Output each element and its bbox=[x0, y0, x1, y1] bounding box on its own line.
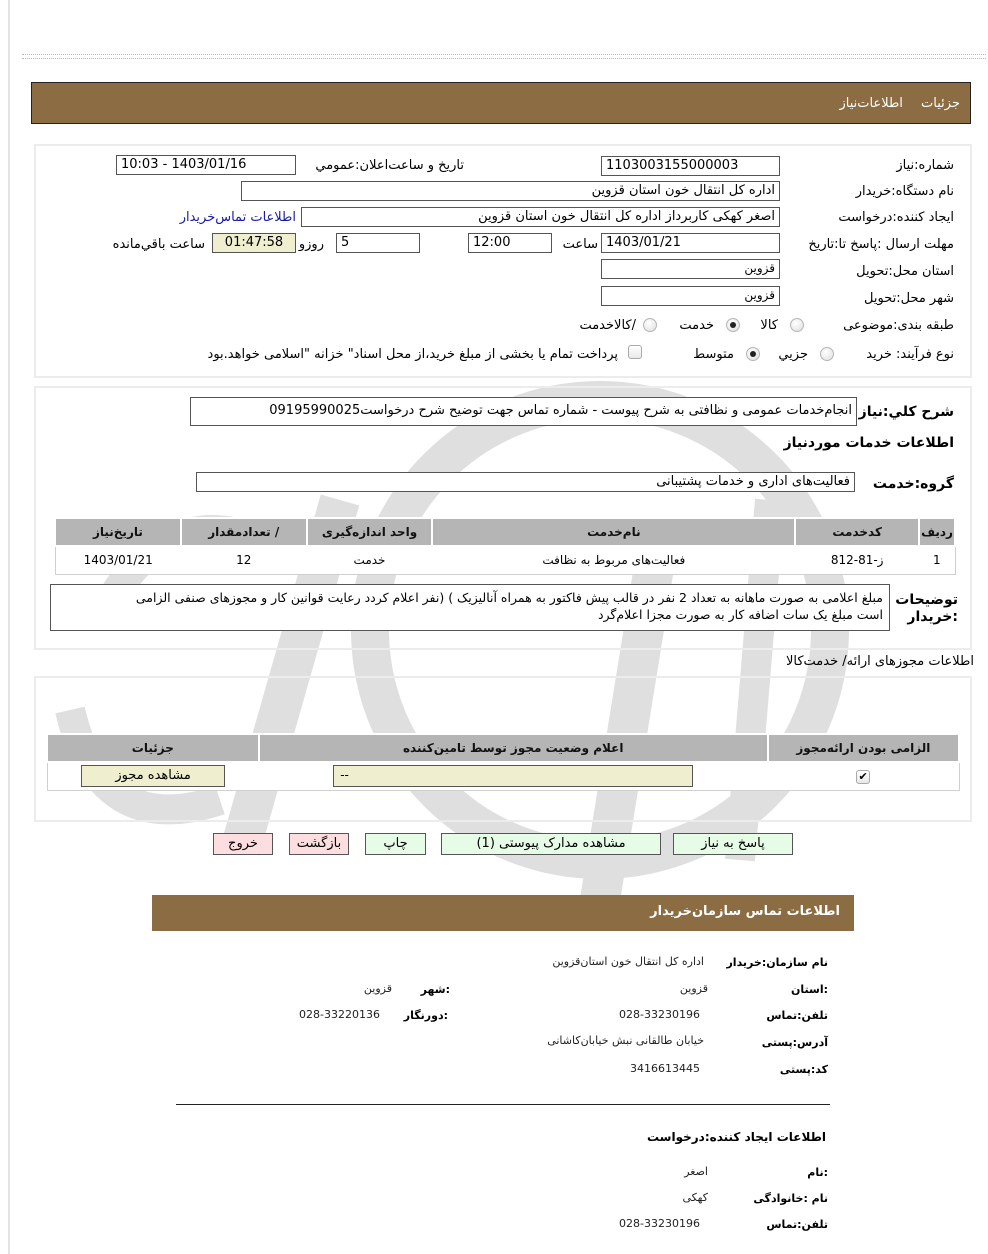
province-field: قزوین bbox=[601, 259, 780, 279]
process-radio-medium[interactable] bbox=[746, 347, 760, 361]
buyer-notes-line-1: مبلغ اعلامی به صورت ماهانه به تعداد 2 نفر در قالب پیش فاکتور به همراه آنالیزیک ) (نفر اعلام کردد رعایت قوانین کار و مجوزهای صنفی الزامی bbox=[135, 590, 883, 605]
view-permit-button[interactable]: مشاهده مجوز bbox=[81, 765, 225, 787]
creator-name-label: :نام bbox=[807, 1166, 828, 1179]
city-label: شهر محل:تحویل bbox=[864, 291, 954, 306]
cell-service-code: ز-81-812 bbox=[830, 553, 884, 568]
col-permit-details: جزئیات bbox=[47, 734, 259, 762]
col-need-date: تاریخ‌نیاز bbox=[55, 518, 181, 546]
print-button[interactable]: چاپ bbox=[365, 833, 426, 855]
buyer-contact-link[interactable]: اطلاعات تماس‌خریدار bbox=[179, 210, 296, 225]
contact-fax-label: :دورنگار bbox=[403, 1009, 448, 1022]
process-radio-minor[interactable] bbox=[820, 347, 834, 361]
buyer-org-label: نام دستگاه:خریدار bbox=[855, 184, 954, 199]
days-field: 5 bbox=[336, 233, 420, 253]
announce-date-field: 1403/01/16 - 10:03 bbox=[116, 155, 296, 175]
permits-title: اطلاعات مجوزهای ارائه/ خدمت‌کالا bbox=[785, 654, 974, 669]
col-quantity: / تعدادمقدار bbox=[181, 518, 307, 546]
treasury-payment-label: پرداخت تمام یا بخشی از مبلغ خرید،از محل اسناد" خزانه "اسلامی خواهد.بود bbox=[207, 347, 618, 362]
permit-required-checkbox[interactable]: ✔ bbox=[856, 770, 870, 784]
process-medium-label: متوسط bbox=[693, 347, 734, 362]
category-goods-label: کالا bbox=[760, 318, 778, 333]
category-radio-goods-service[interactable] bbox=[643, 318, 657, 332]
process-label: نوع فرآیند: خرید bbox=[866, 347, 954, 362]
category-radio-service[interactable] bbox=[726, 318, 740, 332]
remaining-time-field: 01:47:58 bbox=[212, 233, 296, 253]
creator-label: ایجاد کننده:درخواست bbox=[838, 210, 954, 225]
summary-field: انجام‌خدمات عمومی و نظافتی به شرح پیوست - شماره تماس جهت توضیح شرح درخواست09195990025 bbox=[190, 397, 857, 426]
col-service-name: نام‌خدمت bbox=[432, 518, 795, 546]
col-row-number: ردیف bbox=[919, 518, 955, 546]
section-divider bbox=[176, 1104, 830, 1105]
table-row bbox=[47, 762, 959, 790]
cell-unit: خدمت bbox=[353, 553, 386, 568]
deadline-time-field: 12:00 bbox=[468, 233, 552, 253]
permit-status-field: -- bbox=[333, 765, 693, 787]
contact-city-value: قزوین bbox=[363, 982, 392, 995]
col-service-code: کدخدمت bbox=[795, 518, 919, 546]
treasury-payment-checkbox[interactable] bbox=[628, 345, 642, 359]
creator-field: اصغر کهکی کاربرداز اداره کل انتقال خون استان قزوین bbox=[301, 207, 780, 227]
creator-phone-label: تلفن:تماس bbox=[766, 1218, 828, 1231]
contact-postal-value: 3416613445 bbox=[630, 1062, 700, 1075]
buyer-notes-label-1: توضیحات bbox=[895, 592, 958, 608]
buyer-notes-label-2: :خریدار bbox=[907, 609, 958, 625]
need-number-field: 1103003155000003 bbox=[601, 156, 780, 176]
top-separator bbox=[22, 54, 986, 59]
announce-date-label: تاریخ و ساعت‌اعلان:عمومي bbox=[315, 158, 464, 173]
process-minor-label: جزیي bbox=[778, 347, 808, 362]
contact-province-value: قزوین bbox=[679, 982, 708, 995]
exit-button[interactable]: خروج bbox=[213, 833, 273, 855]
page-header bbox=[31, 82, 971, 124]
buyer-notes-box bbox=[50, 584, 890, 631]
buyer-contact-header: اطلاعات تماس سازمان‌خریدار bbox=[152, 895, 854, 931]
city-field: قزوین bbox=[601, 286, 780, 306]
contact-org-value: اداره کل انتقال خون استان‌قزوین bbox=[552, 955, 704, 968]
buyer-org-field: اداره کل انتقال خون استان قزوین bbox=[241, 181, 780, 201]
creator-family-value: کهکی bbox=[682, 1191, 708, 1204]
creator-contact-title: اطلاعات ایجاد کننده:درخواست bbox=[646, 1130, 826, 1144]
category-label: طبقه بندی:موضوعی bbox=[843, 318, 954, 333]
contact-phone-label: تلفن:تماس bbox=[766, 1009, 828, 1022]
buyer-notes-line-2: است مبلغ یک سات اضافه کار به صورت مجزا اعلام‌گرد bbox=[597, 607, 883, 622]
contact-org-label: نام سازمان:خریدار bbox=[726, 956, 828, 969]
category-service-label: خدمت bbox=[679, 318, 714, 333]
back-button[interactable]: بازگشت bbox=[289, 833, 349, 855]
creator-name-value: اصغر bbox=[684, 1165, 708, 1178]
deadline-time-label: ساعت bbox=[562, 237, 598, 252]
services-section-title: اطلاعات خدمات موردنیاز bbox=[783, 435, 954, 451]
need-number-label: شماره:نیاز bbox=[896, 158, 954, 173]
deadline-date-field: 1403/01/21 bbox=[601, 233, 780, 253]
contact-address-value: خیابان طالقانی نبش خیابان‌کاشانی bbox=[547, 1034, 704, 1047]
table-row bbox=[55, 546, 955, 574]
col-permit-status: اعلام وضعیت مجوز توسط تامین‌کننده bbox=[259, 734, 768, 762]
creator-family-label: نام :خانوادگی bbox=[753, 1192, 828, 1205]
tab-need-info[interactable]: اطلاعات‌نیاز bbox=[839, 96, 903, 111]
creator-phone-value: 028-33230196 bbox=[619, 1217, 700, 1230]
province-label: استان محل:تحویل bbox=[856, 264, 954, 279]
tab-details[interactable]: جزئیات bbox=[921, 96, 960, 111]
contact-province-label: :استان bbox=[791, 983, 828, 996]
contact-address-label: آدرس:پستی bbox=[761, 1036, 828, 1049]
contact-phone-value: 028-33230196 bbox=[619, 1008, 700, 1021]
group-label: گروه:خدمت bbox=[872, 476, 954, 492]
group-field: فعالیت‌های اداری و خدمات پشتیبانی bbox=[196, 472, 855, 492]
reply-to-need-button[interactable]: پاسخ به نیاز bbox=[673, 833, 793, 855]
deadline-label: مهلت ارسال :پاسخ تا:تاریخ bbox=[808, 237, 954, 252]
days-label: روزو bbox=[298, 237, 324, 252]
cell-quantity: 12 bbox=[236, 553, 252, 568]
services-table bbox=[54, 517, 956, 575]
contact-postal-label: کد:پستی bbox=[779, 1063, 828, 1076]
contact-city-label: :شهر bbox=[420, 983, 450, 996]
cell-service-name: فعالیت‌های مربوط به نظافت bbox=[542, 553, 686, 568]
col-permit-required: الزامی بودن ارائه‌مجوز bbox=[768, 734, 959, 762]
need-info-panel bbox=[34, 144, 972, 378]
col-unit: واحد اندازه‌گیری bbox=[307, 518, 433, 546]
page-left-border bbox=[8, 0, 10, 1254]
remaining-time-label: ساعت باقي‌مانده bbox=[112, 237, 205, 252]
cell-row-number: 1 bbox=[932, 553, 941, 568]
permits-table bbox=[46, 733, 960, 791]
contact-fax-value: 028-33220136 bbox=[299, 1008, 380, 1021]
summary-label: شرح کلي:نیاز bbox=[858, 404, 954, 420]
category-radio-goods[interactable] bbox=[790, 318, 804, 332]
category-goods-service-label: /کالاخدمت bbox=[579, 318, 636, 333]
view-attachments-button[interactable]: مشاهده مدارک پیوستی (1) bbox=[441, 833, 661, 855]
cell-need-date: 1403/01/21 bbox=[83, 553, 153, 568]
